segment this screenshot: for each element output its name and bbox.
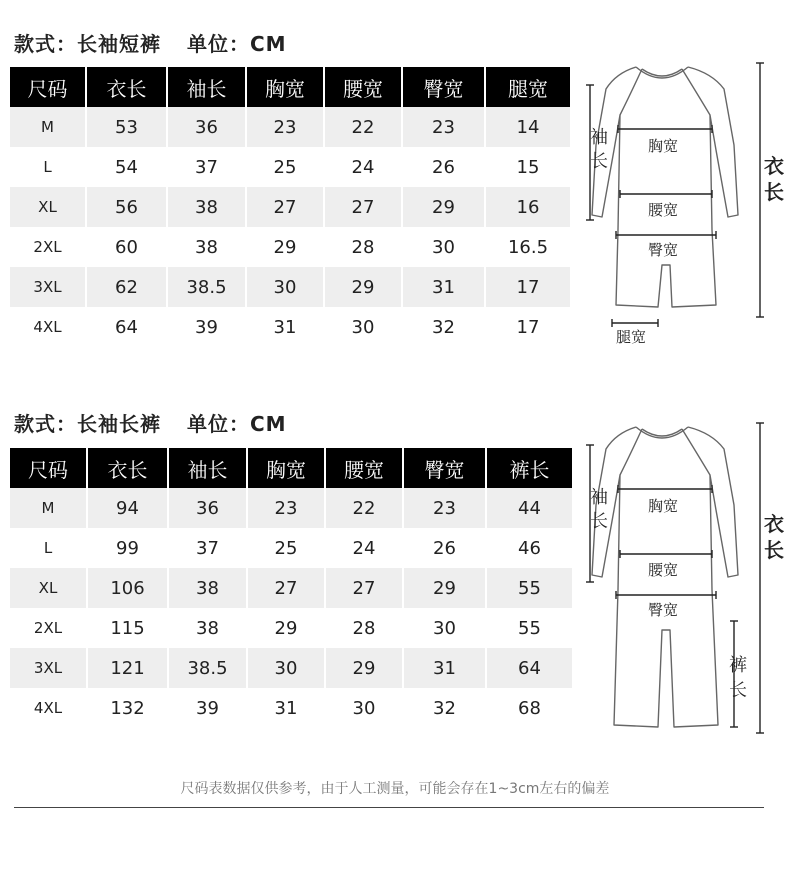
- cell: 60: [86, 227, 167, 267]
- table-header-row: [10, 67, 570, 107]
- cell: 94: [87, 488, 168, 528]
- cell: 23: [403, 488, 486, 528]
- length-label-1: 衣: [764, 512, 784, 536]
- cell: 27: [324, 187, 402, 227]
- cell-size: XL: [10, 187, 86, 227]
- cell: 106: [87, 568, 168, 608]
- cell: 38.5: [168, 648, 247, 688]
- cell: 64: [86, 307, 167, 347]
- cell: 28: [324, 227, 402, 267]
- waist-label: 腰宽: [648, 561, 679, 579]
- hip-label: 臀宽: [648, 241, 679, 259]
- cell-size: 3XL: [10, 267, 86, 307]
- cell: 30: [324, 307, 402, 347]
- cell-size: 4XL: [10, 307, 86, 347]
- cell: 26: [402, 147, 485, 187]
- header-chest: 胸宽: [246, 67, 324, 107]
- cell: 121: [87, 648, 168, 688]
- cell: 28: [325, 608, 403, 648]
- cell: 36: [167, 107, 246, 147]
- table-row: [10, 307, 570, 347]
- chest-label: 胸宽: [648, 497, 679, 515]
- header-pants-length: 裤长: [486, 448, 572, 488]
- cell-size: XL: [10, 568, 87, 608]
- cell: 46: [518, 537, 541, 559]
- cell-size: 2XL: [10, 227, 86, 267]
- cell: 32: [403, 688, 486, 728]
- divider: [14, 807, 764, 808]
- table-row: [10, 488, 572, 528]
- header-sleeve: 袖长: [167, 67, 246, 107]
- cell: 54: [86, 147, 167, 187]
- cell: 31: [403, 648, 486, 688]
- cell: 30: [247, 648, 325, 688]
- cell: 55: [518, 617, 541, 639]
- length-label-1: 衣: [764, 154, 784, 178]
- cell: 29: [247, 608, 325, 648]
- cell: 27: [246, 187, 324, 227]
- cell: 32: [402, 307, 485, 347]
- table-row: [10, 688, 572, 728]
- pants-label-1: 裤: [729, 655, 747, 676]
- pants-label-2: 长: [729, 680, 747, 701]
- size-table-shorts: [10, 67, 570, 347]
- size-table-pants: [10, 448, 572, 728]
- section-title-pants: [14, 408, 287, 437]
- table-row: [10, 608, 572, 648]
- cell: 17: [485, 267, 570, 307]
- table-row: [10, 568, 572, 608]
- cell-size: 2XL: [10, 608, 87, 648]
- header-hip: 臀宽: [403, 448, 486, 488]
- cell: 23: [246, 107, 324, 147]
- cell: 16.5: [507, 236, 549, 258]
- header-waist: 腰宽: [324, 67, 402, 107]
- cell: 30: [325, 688, 403, 728]
- cell: 30: [403, 608, 486, 648]
- cell-size: L: [10, 528, 87, 568]
- sleeve-label-2: 长: [590, 151, 608, 172]
- garment-diagram-pants: [580, 415, 785, 745]
- cell: 132: [87, 688, 168, 728]
- cell: 38.5: [167, 267, 246, 307]
- table-row: [10, 227, 570, 267]
- cell: 38: [167, 187, 246, 227]
- cell: 29: [324, 267, 402, 307]
- cell: 22: [325, 488, 403, 528]
- cell: 29: [402, 187, 485, 227]
- table-row: [10, 187, 570, 227]
- cell: 16: [485, 187, 570, 227]
- leg-label: 腿宽: [616, 328, 647, 346]
- cell: 26: [403, 528, 486, 568]
- footnote: 尺码表数据仅供参考，由于人工测量，可能会存在1~3cm左右的偏差: [180, 781, 610, 797]
- cell-size: M: [10, 107, 86, 147]
- cell: 37: [168, 528, 247, 568]
- cell: 31: [246, 307, 324, 347]
- style-label: 款式：长袖长裤: [14, 412, 161, 436]
- cell: 25: [246, 147, 324, 187]
- sleeve-label-1: 袖: [590, 127, 608, 148]
- cell: 30: [246, 267, 324, 307]
- cell-size: 3XL: [10, 648, 87, 688]
- cell: 29: [403, 568, 486, 608]
- table-row: [10, 648, 572, 688]
- header-length: 衣长: [86, 67, 167, 107]
- table-row: [10, 147, 570, 187]
- table-header-row: [10, 448, 572, 488]
- cell: 64: [486, 648, 572, 688]
- cell: 36: [168, 488, 247, 528]
- cell: 27: [325, 568, 403, 608]
- cell: 25: [247, 528, 325, 568]
- cell: 99: [87, 528, 168, 568]
- cell: 31: [247, 688, 325, 728]
- cell: 30: [402, 227, 485, 267]
- length-label-2: 长: [764, 538, 784, 562]
- section-title-shorts: [14, 28, 287, 57]
- header-size: 尺码: [10, 448, 87, 488]
- sleeve-label-1: 袖: [590, 487, 608, 508]
- cell: 44: [486, 488, 572, 528]
- header-length: 衣长: [87, 448, 168, 488]
- sleeve-label-2: 长: [590, 511, 608, 532]
- cell: 38: [168, 608, 247, 648]
- cell: 14: [485, 107, 570, 147]
- cell-size: 4XL: [10, 688, 87, 728]
- garment-diagram-shorts: [580, 55, 785, 355]
- cell: 24: [325, 528, 403, 568]
- cell-size: L: [10, 147, 86, 187]
- cell: 115: [87, 608, 168, 648]
- cell: 38: [168, 568, 247, 608]
- cell: 23: [402, 107, 485, 147]
- cell: 68: [518, 697, 541, 719]
- hip-label: 臀宽: [648, 601, 679, 619]
- length-label-2: 长: [764, 180, 784, 204]
- cell: 27: [247, 568, 325, 608]
- header-size: 尺码: [10, 67, 86, 107]
- cell: 55: [486, 568, 572, 608]
- unit-label: 单位：CM: [187, 412, 287, 436]
- cell: 23: [247, 488, 325, 528]
- cell: 38: [167, 227, 246, 267]
- table-row: [10, 107, 570, 147]
- header-waist: 腰宽: [325, 448, 403, 488]
- style-label: 款式：长袖短裤: [14, 32, 161, 56]
- cell: 29: [325, 648, 403, 688]
- cell: 29: [246, 227, 324, 267]
- cell: 22: [324, 107, 402, 147]
- cell-size: M: [10, 488, 87, 528]
- header-hip: 臀宽: [402, 67, 485, 107]
- header-chest: 胸宽: [247, 448, 325, 488]
- header-sleeve: 袖长: [168, 448, 247, 488]
- cell: 24: [324, 147, 402, 187]
- cell: 15: [516, 156, 540, 178]
- cell: 62: [86, 267, 167, 307]
- header-leg: 腿宽: [485, 67, 570, 107]
- table-row: [10, 267, 570, 307]
- cell: 31: [402, 267, 485, 307]
- unit-label: 单位：CM: [187, 32, 287, 56]
- waist-label: 腰宽: [648, 201, 679, 219]
- cell: 37: [167, 147, 246, 187]
- cell: 17: [516, 316, 540, 338]
- cell: 39: [167, 307, 246, 347]
- table-row: [10, 528, 572, 568]
- cell: 53: [86, 107, 167, 147]
- cell: 39: [168, 688, 247, 728]
- chest-label: 胸宽: [648, 137, 679, 155]
- cell: 56: [86, 187, 167, 227]
